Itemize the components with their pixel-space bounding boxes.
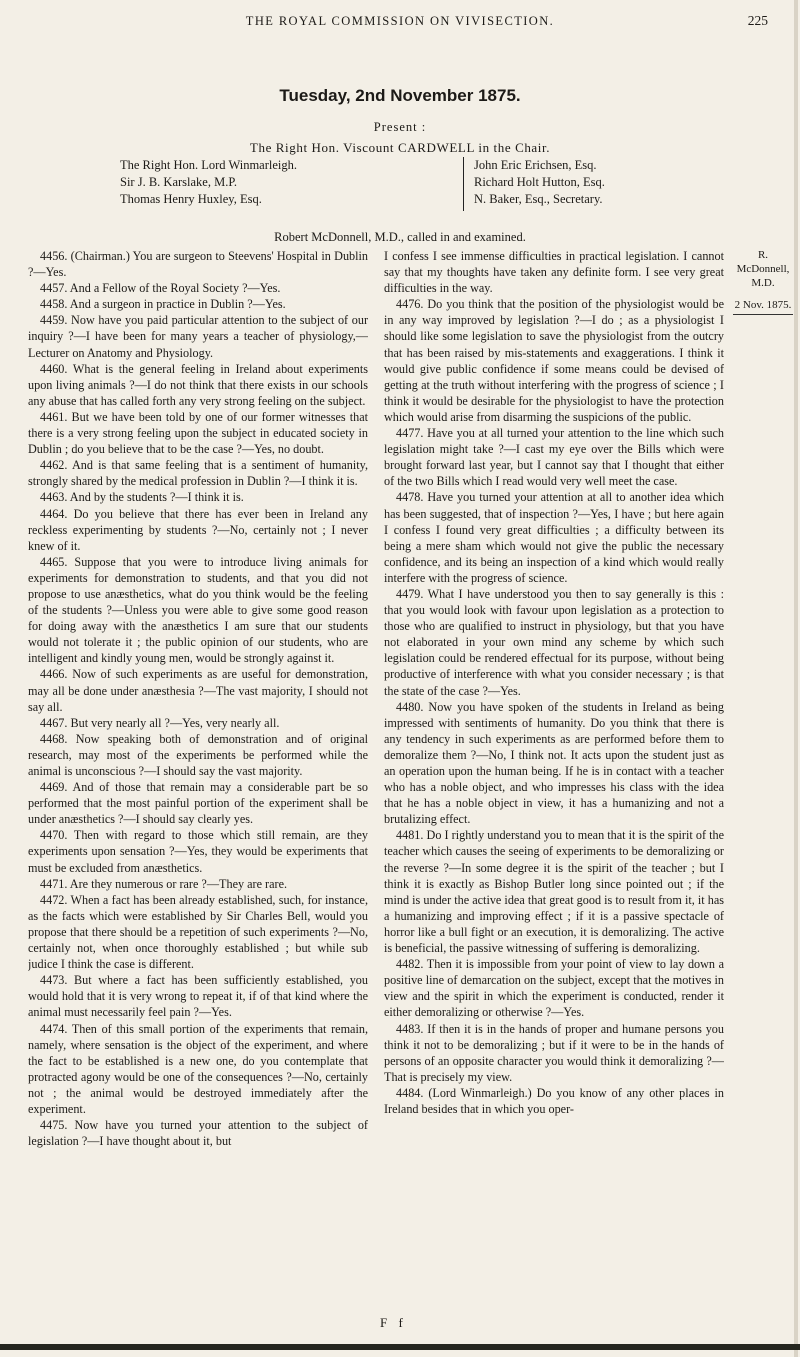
member: Sir J. B. Karslake, M.P.	[120, 175, 238, 189]
paragraph: 4479. What I have understood you then to say generally is this : that you would look with favour upon legislation as a protection to those who are qualified to instruct in physiology, but that you have not elaborated in your own mind any scheme by which such legislation could be rendered effectual for its purpose, without being productive of interference with what you consider necessary ; is that the state of the case ?—Yes.	[384, 586, 724, 698]
page-edge	[794, 0, 798, 1357]
text-column-right	[384, 248, 724, 1308]
member: Richard Holt Hutton, Esq.	[474, 175, 605, 189]
present-heading: Present :	[373, 120, 427, 134]
witness-called: Robert McDonnell, M.D., called in and examined.	[274, 230, 526, 244]
margin-date: 2 Nov. 1875.	[733, 298, 793, 315]
member: Thomas Henry Huxley, Esq.	[120, 192, 262, 206]
paragraph: 4472. When a fact has been already established, such, for instance, as the facts which were established by Sir Charles Bell, would you propose that there should be a repetition of such experiments ?—No, certainly not, when once thoroughly established ; but while sub judice I think the case is different.	[28, 892, 368, 972]
paragraph: 4459. Now have you paid particular attention to the subject of our inquiry ?—I have been for many years a teacher of physiology,—Lecturer on Anatomy and Physiology.	[28, 313, 368, 360]
text-column-left	[28, 248, 368, 1308]
member: The Right Hon. Lord Winmarleigh.	[120, 158, 298, 172]
paragraph: 4463. And by the students ?—I think it is.	[40, 490, 244, 505]
paragraph: 4480. Now you have spoken of the students in Ireland as being impressed with sentiments of humanity. Do you think that there is any tendency in such experiments as are performed before them to demoralize them ?—No, I think not. It acts upon the student just as an operation upon the human being. If he is in contact with a teacher who has a noble object, and who impresses his class with the idea that he has a noble object in view, it has a humanizing and not a brutalizing effect.	[384, 699, 724, 827]
paragraph: I confess I see immense difficulties in practical legislation. I cannot say that my thoughts have taken any definite form. I see very great difficulties in the way.	[384, 249, 724, 296]
member: N. Baker, Esq., Secretary.	[474, 192, 603, 206]
paragraph: 4468. Now speaking both of demonstration and of original research, may most of the experiments be performed while the animal is unconscious ?—I should say the vast majority.	[28, 731, 368, 778]
paragraph: 4456. (Chairman.) You are surgeon to Steevens' Hospital in Dublin ?—Yes.	[28, 249, 368, 280]
running-header	[0, 12, 800, 32]
margin-note	[733, 248, 793, 315]
members-right	[463, 157, 605, 211]
paragraph: 4462. And is that same feeling that is a sentiment of humanity, strongly shared by the medical profession in Dublin ?—I think it is.	[28, 458, 368, 489]
paragraph: 4482. Then it is impossible from your point of view to lay down a positive line of demarcation on the subject, except that the motives in view and the spirit in which the experiment is conducted, render it either demoralizing or otherwise ?—Yes.	[384, 957, 724, 1020]
members-list	[120, 157, 660, 211]
bottom-edge	[0, 1344, 800, 1350]
paragraph: 4457. And a Fellow of the Royal Society ?—Yes.	[40, 281, 281, 296]
page-number: 225	[747, 13, 768, 28]
paragraph: 4458. And a surgeon in practice in Dublin ?—Yes.	[40, 297, 286, 312]
paragraph: 4464. Do you believe that there has ever been in Ireland any reckless experimenting by students ?—No, certainly not ; I never knew of it.	[28, 506, 368, 553]
margin-witness-name: R. McDonnell, M.D.	[736, 249, 790, 289]
paragraph: 4477. Have you at all turned your attention to the line which such legislation might take ?—I cast my eye over the Bills which were brought forward last year, but I cannot say that I thought that either of the two Bills which I read would very well meet the case.	[384, 426, 724, 489]
paragraph: 4473. But where a fact has been sufficiently established, you would hold that it is very wrong to repeat it, if of that kind where the animal must necessarily feel pain ?—Yes.	[28, 973, 368, 1020]
paragraph: 4466. Now of such experiments as are useful for demonstration, may all be done under anæsthesia ?—The vast majority, I should not say all.	[28, 667, 368, 714]
paragraph: 4478. Have you turned your attention at all to another idea which has been suggested, that of inspection ?—Yes, I have ; but here again I confess I found very great difficulties ; a difficulty between its being a mere sham which would not give the public the necessary confidence, and its being an inspection of a kind which would really interfere with the progress of science.	[384, 490, 724, 585]
member: John Eric Erichsen, Esq.	[474, 158, 597, 172]
paragraph: 4474. Then of this small portion of the experiments that remain, namely, where sensation is the object of the experiment, and where the fact to be established is a new one, do you contemplate that protracted agony would be one of the consequences ?—No, certainly not ; the animal would be destroyed immediately after the experiment.	[28, 1021, 368, 1116]
session-date: Tuesday, 2nd November 1875.	[279, 86, 521, 105]
paragraph: 4465. Suppose that you were to introduce living animals for experiments for demonstration to students, and that you did not propose to use anæsthetics, what do you think would be the feeling of the students ?—Unless you were able to give some good reason for doing away with the anæsthetics I am sure that our students would not tolerate it ; the public opinion of our students, who are intelligent and kindly young men, would be strongly against it.	[28, 554, 368, 666]
signature-mark: F f	[380, 1315, 407, 1330]
running-title: THE ROYAL COMMISSION ON VIVISECTION.	[245, 14, 555, 28]
paragraph: 4484. (Lord Winmarleigh.) Do you know of any other places in Ireland besides that in which you oper-	[384, 1085, 724, 1116]
members-left	[120, 157, 297, 208]
paragraph: 4469. And of those that remain may a considerable part be so performed that the most painful portion of the experiment shall be under anæsthetics ?—I should say clearly yes.	[28, 780, 368, 827]
paragraph: 4481. Do I rightly understand you to mean that it is the spirit of the teacher which causes the seeing of experiments to be demoralizing or the reverse ?—In some degree it is the spirit of the teacher ; but I think it is exactly as Bishop Butler long since pointed out ; if the mind is under the active idea that great good is to result from it, it has a humanizing and improving effect ; if it is a passive spectacle of horror like a bull fight or an execution, it is demoralizing. The active is beneficial, the passive witnessing of suffering is demoralizing.	[384, 828, 724, 956]
paragraph: 4476. Do you think that the position of the physiologist would be in any way improved by legislation ?—I do ; as a physiologist I should like some legislation to save the physiologist from the outcry that has been raised by mis-statements and exaggerations. I think it would give public confidence if some means could be devised of getting at the truth without interfering with the progress of science ; I think it would be desirable for the physiologist to have the protection which would arise from disarming the suspicions of the public.	[384, 297, 724, 424]
chair-line: The Right Hon. Viscount CARDWELL in the Chair.	[249, 140, 551, 155]
paragraph: 4467. But very nearly all ?—Yes, very nearly all.	[40, 715, 280, 730]
paragraph: 4483. If then it is in the hands of proper and humane persons you think it not to be demoralizing ; but if it were to be in the hands of persons of an opposite character you would think it demoralizing ?—That is precisely my view.	[384, 1021, 724, 1084]
paragraph: 4461. But we have been told by one of our former witnesses that there is a very strong feeling upon the subject in educated society in Dublin ; do you believe that to be the case ?—Yes, no doubt.	[28, 409, 368, 457]
paragraph: 4470. Then with regard to those which still remain, are they experiments upon sensation ?—Yes, they would be experiments that must be excluded from anæsthetics.	[28, 828, 368, 875]
paragraph: 4460. What is the general feeling in Ireland about experiments upon living animals ?—I do not think that there exists in our schools any abuse that has called forth any very strong feeling on the subject.	[28, 361, 368, 408]
paragraph: 4475. Now have you turned your attention to the subject of legislation ?—I have thought about it, but	[28, 1118, 368, 1149]
paragraph: 4471. Are they numerous or rare ?—They are rare.	[40, 876, 288, 891]
